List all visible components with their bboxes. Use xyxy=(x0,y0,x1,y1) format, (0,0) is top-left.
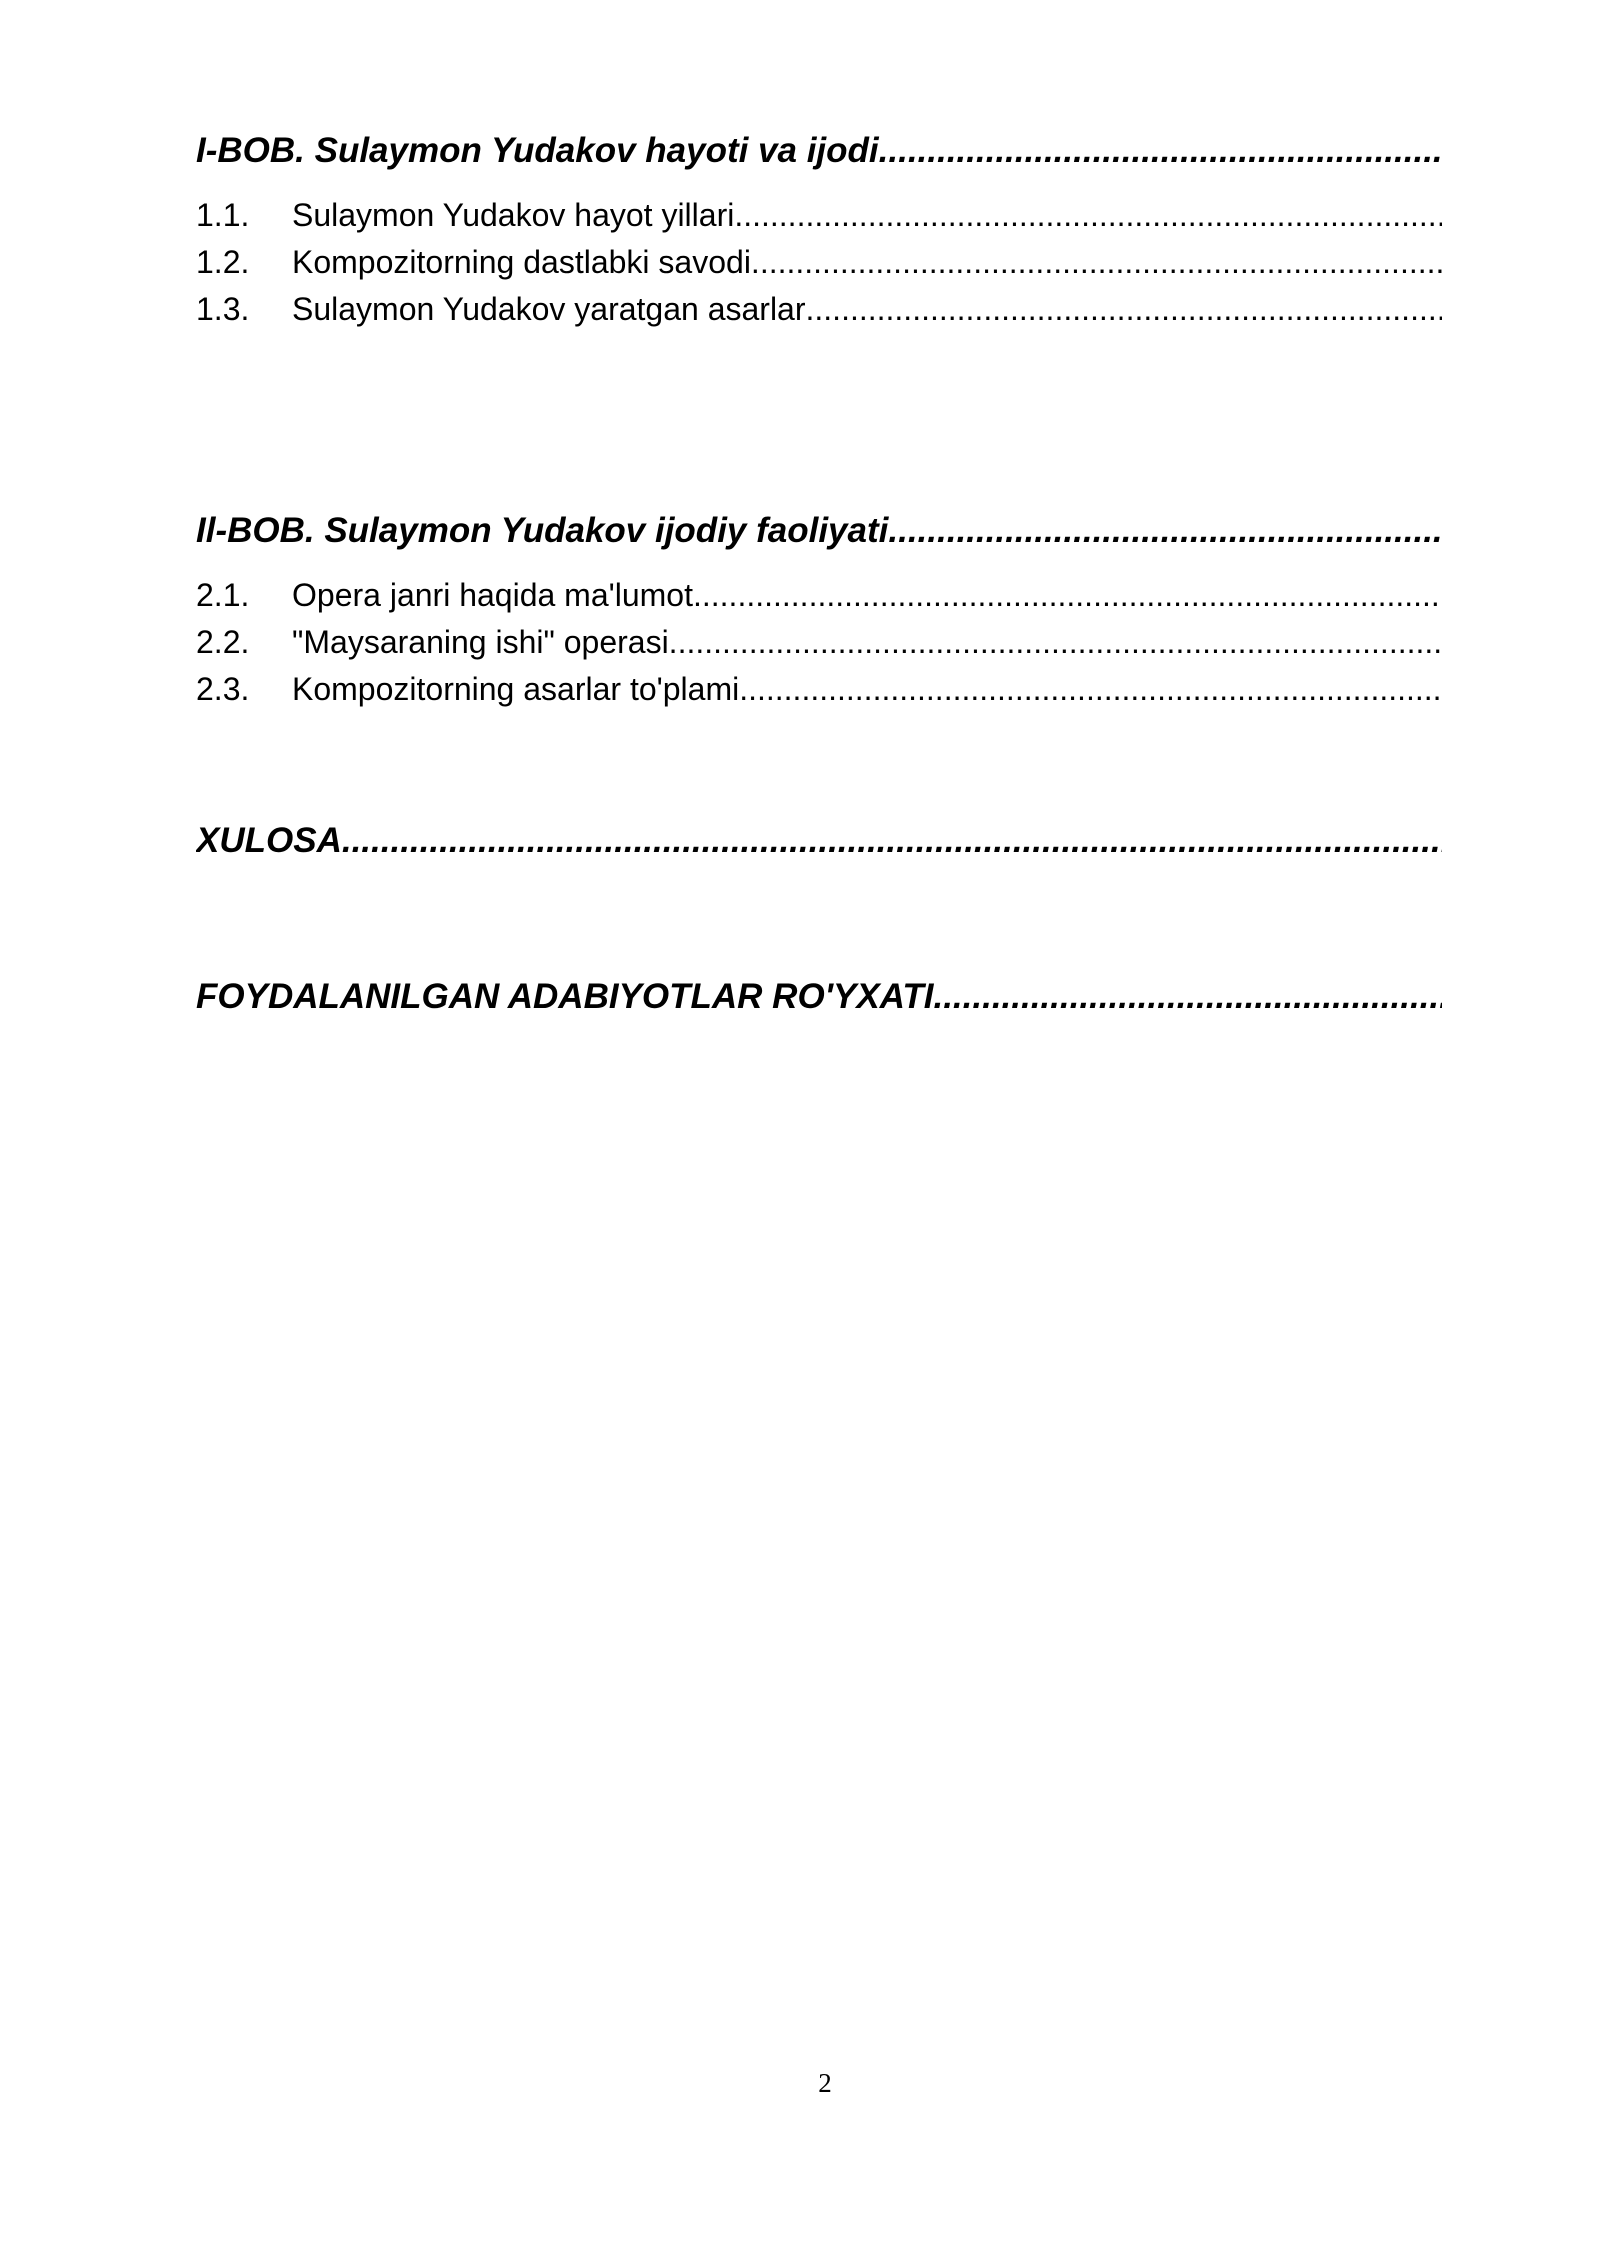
entry-title: Kompozitorning asarlar to'plami xyxy=(292,671,740,707)
references-title xyxy=(196,974,1442,1020)
toc-entry xyxy=(196,192,1442,239)
entry-title: Opera janri haqida ma'lumot xyxy=(292,577,693,613)
entry-title: Sulaymon Yudakov hayot yillari xyxy=(292,197,735,233)
entry-title: Sulaymon Yudakov yaratgan asarlar xyxy=(292,291,806,327)
dot-leader xyxy=(669,619,1442,666)
dot-leader xyxy=(879,128,1442,174)
toc-entry xyxy=(196,572,1442,619)
chapter-2-title xyxy=(196,508,1442,554)
entry-number: 1.1. xyxy=(196,197,250,233)
chapter-1-title xyxy=(196,128,1442,174)
toc-entry xyxy=(196,286,1442,333)
entry-number: 2.3. xyxy=(196,671,250,707)
entry-title: "Maysaraning ishi" operasi xyxy=(292,624,669,660)
dot-leader xyxy=(751,239,1442,286)
conclusion-title-text: XULOSA xyxy=(196,821,342,860)
chapter-2 xyxy=(196,508,1442,713)
entry-title: Kompozitorning dastlabki savodi xyxy=(292,244,751,280)
entry-number: 2.2. xyxy=(196,624,250,660)
dot-leader xyxy=(933,974,1442,1020)
dot-leader xyxy=(734,192,1442,239)
entry-number: 1.2. xyxy=(196,244,250,280)
dot-leader xyxy=(342,818,1442,864)
conclusion-section xyxy=(196,818,1442,864)
references-section xyxy=(196,974,1442,1020)
toc-entry xyxy=(196,666,1442,713)
page-number: 2 xyxy=(818,2068,832,2098)
dot-leader xyxy=(739,666,1442,713)
chapter-2-title-text: Il-BOB. Sulaymon Yudakov ijodiy faoliyati xyxy=(196,511,889,550)
table-of-contents xyxy=(196,0,1442,1200)
toc-entry xyxy=(196,619,1442,666)
entry-number: 1.3. xyxy=(196,291,250,327)
conclusion-title xyxy=(196,818,1442,864)
chapter-1 xyxy=(196,128,1442,333)
dot-leader xyxy=(888,508,1442,554)
chapter-1-title-text: I-BOB. Sulaymon Yudakov hayoti va ijodi xyxy=(196,131,879,170)
dot-leader xyxy=(693,572,1442,619)
toc-entry xyxy=(196,239,1442,286)
entry-number: 2.1. xyxy=(196,577,250,613)
dot-leader xyxy=(806,286,1443,333)
references-title-text: FOYDALANILGAN ADABIYOTLAR RO'YXATI xyxy=(196,977,934,1016)
